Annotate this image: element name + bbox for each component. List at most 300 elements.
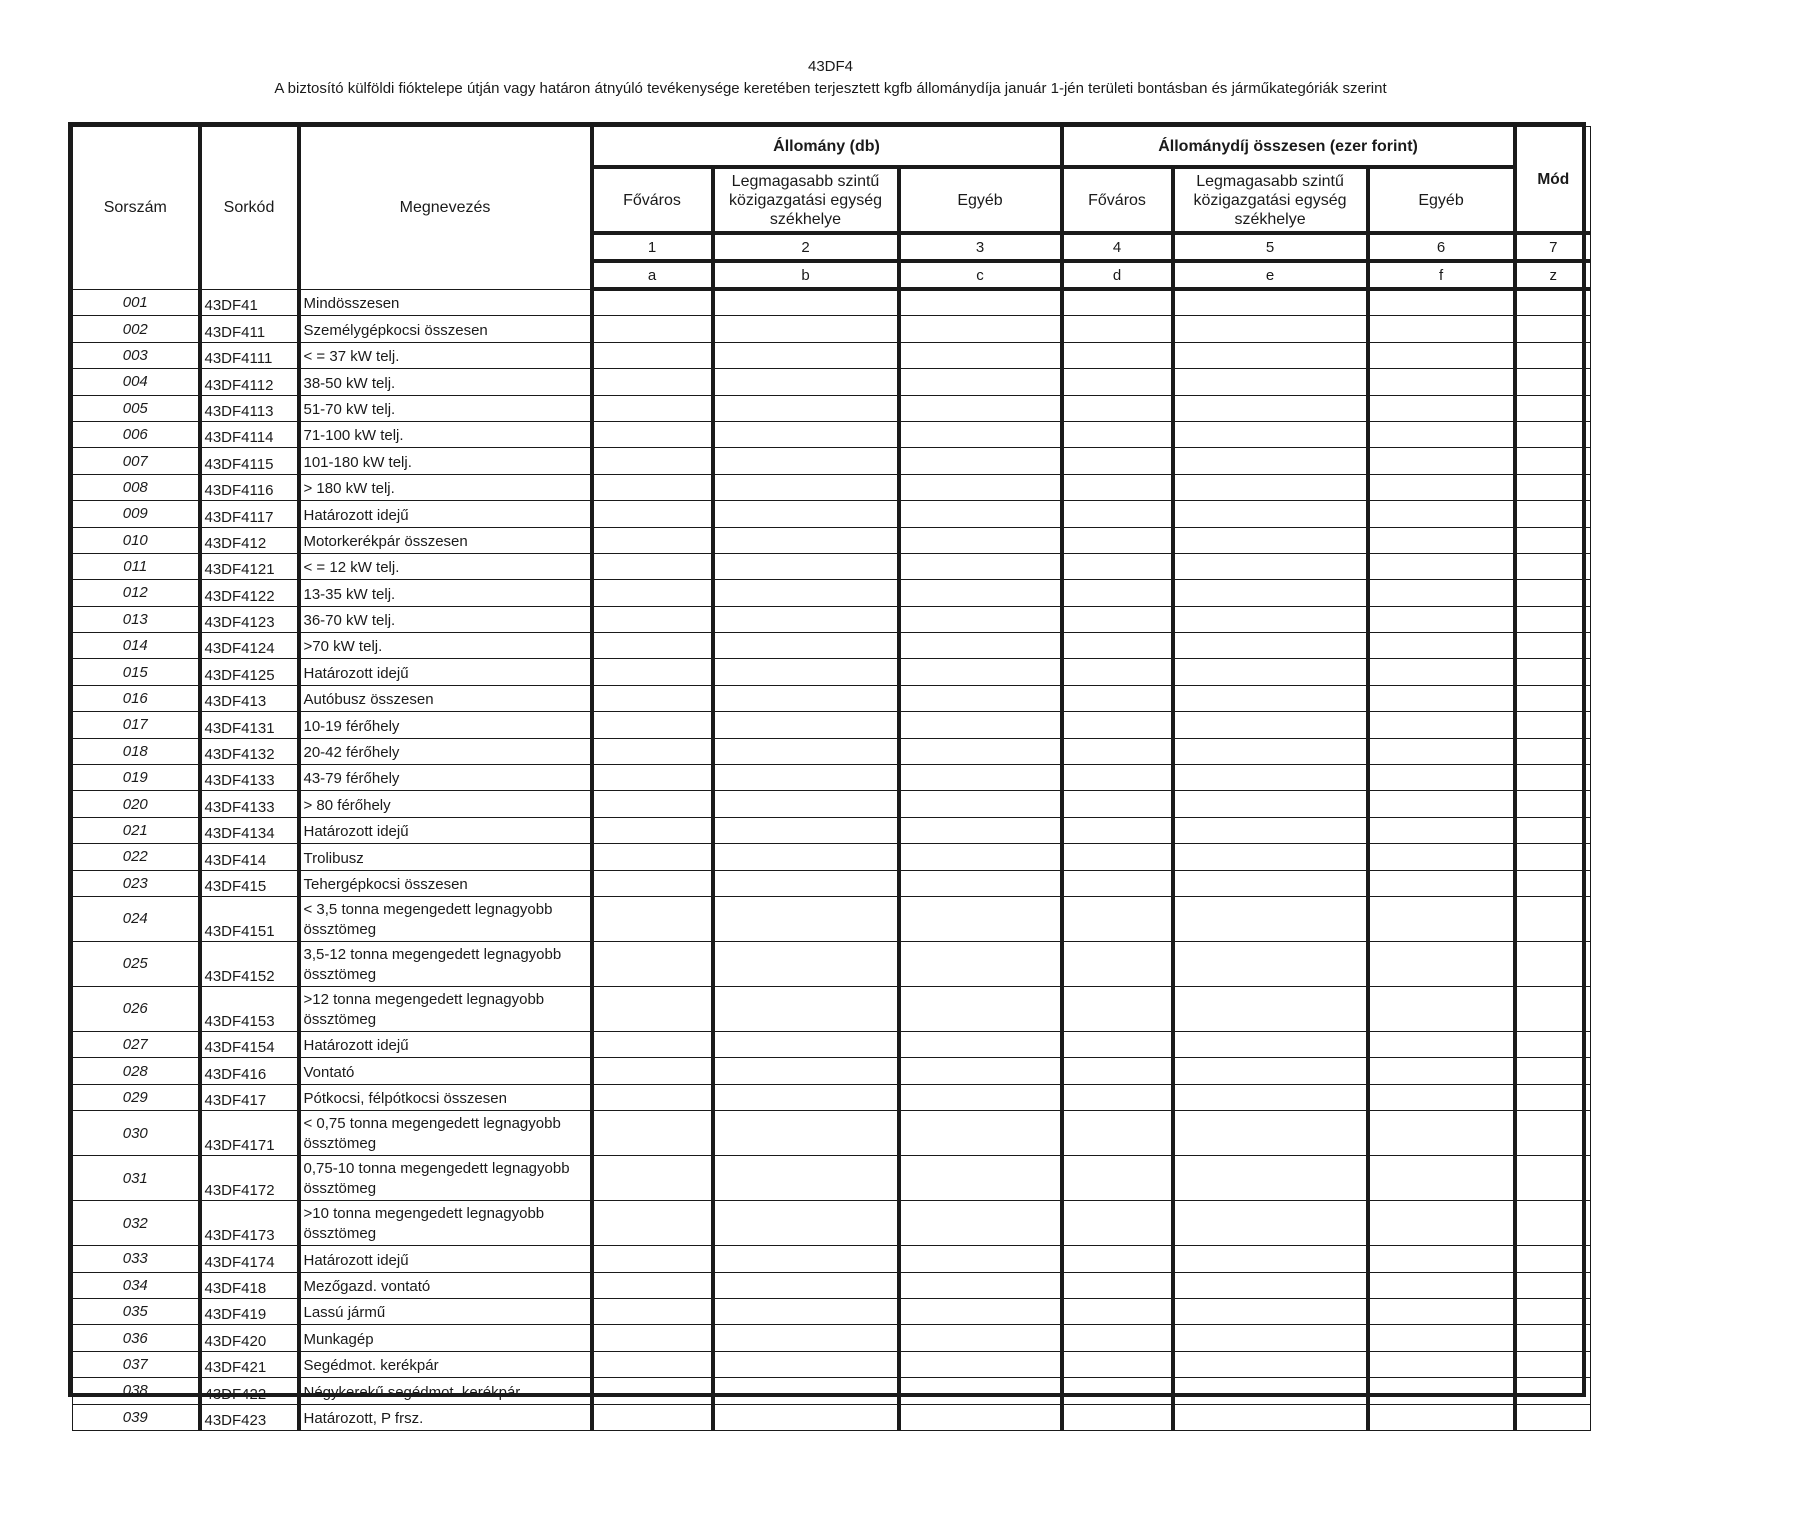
input-cell-mod[interactable] — [1515, 1111, 1591, 1156]
input-cell-fovaros-2[interactable] — [1062, 1084, 1173, 1110]
input-cell-fovaros-1[interactable] — [592, 844, 713, 870]
input-cell-mod[interactable] — [1515, 1058, 1591, 1084]
row-sorkod: 43DF4122 — [200, 580, 299, 606]
input-cell-fovaros-2[interactable] — [1062, 1031, 1173, 1057]
input-cell-egyeb-1[interactable] — [899, 289, 1062, 316]
input-cell-fovaros-2[interactable] — [1062, 527, 1173, 553]
row-sorszam: 027 — [73, 1031, 200, 1057]
row-sorkod: 43DF4124 — [200, 633, 299, 659]
input-cell-fovaros-1[interactable] — [592, 870, 713, 896]
input-cell-egyeb-2[interactable] — [1368, 941, 1515, 986]
input-cell-egyeb-2[interactable] — [1368, 986, 1515, 1031]
input-cell-egyeb-2[interactable] — [1368, 553, 1515, 579]
input-cell-egyeb-2[interactable] — [1368, 738, 1515, 764]
input-cell-legmagasabb-2[interactable] — [1173, 791, 1368, 817]
input-cell-legmagasabb-2[interactable] — [1173, 395, 1368, 421]
input-cell-fovaros-1[interactable] — [592, 791, 713, 817]
input-cell-legmagasabb-1[interactable] — [713, 342, 899, 368]
input-cell-legmagasabb-1[interactable] — [713, 1201, 899, 1246]
input-cell-fovaros-2[interactable] — [1062, 1246, 1173, 1272]
input-cell-fovaros-2[interactable] — [1062, 659, 1173, 685]
input-cell-mod[interactable] — [1515, 527, 1591, 553]
row-sorkod: 43DF4123 — [200, 606, 299, 632]
input-cell-egyeb-2[interactable] — [1368, 712, 1515, 738]
input-cell-fovaros-1[interactable] — [592, 1156, 713, 1201]
input-cell-fovaros-2[interactable] — [1062, 342, 1173, 368]
input-cell-egyeb-1[interactable] — [899, 941, 1062, 986]
input-cell-egyeb-1[interactable] — [899, 633, 1062, 659]
input-cell-legmagasabb-2[interactable] — [1173, 844, 1368, 870]
input-cell-legmagasabb-2[interactable] — [1173, 1084, 1368, 1110]
input-cell-legmagasabb-1[interactable] — [713, 474, 899, 500]
input-cell-fovaros-2[interactable] — [1062, 1351, 1173, 1377]
input-cell-egyeb-1[interactable] — [899, 870, 1062, 896]
input-cell-mod[interactable] — [1515, 817, 1591, 843]
input-cell-mod[interactable] — [1515, 712, 1591, 738]
input-cell-egyeb-1[interactable] — [899, 1378, 1062, 1404]
input-cell-legmagasabb-1[interactable] — [713, 685, 899, 711]
input-cell-legmagasabb-2[interactable] — [1173, 1058, 1368, 1084]
input-cell-legmagasabb-2[interactable] — [1173, 1156, 1368, 1201]
input-cell-mod[interactable] — [1515, 580, 1591, 606]
table-row — [73, 1246, 1591, 1272]
input-cell-fovaros-1[interactable] — [592, 448, 713, 474]
input-cell-egyeb-1[interactable] — [899, 1298, 1062, 1324]
input-cell-egyeb-1[interactable] — [899, 1201, 1062, 1246]
input-cell-fovaros-1[interactable] — [592, 553, 713, 579]
input-cell-legmagasabb-1[interactable] — [713, 289, 899, 316]
input-cell-legmagasabb-1[interactable] — [713, 791, 899, 817]
row-sorkod: 43DF422 — [200, 1378, 299, 1404]
input-cell-egyeb-1[interactable] — [899, 1156, 1062, 1201]
input-cell-legmagasabb-2[interactable] — [1173, 685, 1368, 711]
input-cell-fovaros-1[interactable] — [592, 1031, 713, 1057]
input-cell-egyeb-1[interactable] — [899, 1351, 1062, 1377]
row-megnevezes: Határozott idejű — [299, 501, 592, 527]
input-cell-egyeb-1[interactable] — [899, 1272, 1062, 1298]
input-cell-fovaros-2[interactable] — [1062, 448, 1173, 474]
input-cell-fovaros-2[interactable] — [1062, 633, 1173, 659]
input-cell-legmagasabb-1[interactable] — [713, 1325, 899, 1351]
input-cell-legmagasabb-1[interactable] — [713, 316, 899, 342]
row-sorkod: 43DF4172 — [200, 1156, 299, 1201]
row-megnevezes: Határozott idejű — [299, 659, 592, 685]
input-cell-mod[interactable] — [1515, 1246, 1591, 1272]
input-cell-fovaros-2[interactable] — [1062, 1111, 1173, 1156]
input-cell-legmagasabb-2[interactable] — [1173, 606, 1368, 632]
input-cell-mod[interactable] — [1515, 1201, 1591, 1246]
input-cell-legmagasabb-2[interactable] — [1173, 1272, 1368, 1298]
input-cell-fovaros-1[interactable] — [592, 421, 713, 447]
input-cell-egyeb-2[interactable] — [1368, 765, 1515, 791]
input-cell-fovaros-1[interactable] — [592, 1404, 713, 1430]
input-cell-fovaros-2[interactable] — [1062, 606, 1173, 632]
input-cell-mod[interactable] — [1515, 1031, 1591, 1057]
row-sorkod: 43DF4152 — [200, 941, 299, 986]
row-megnevezes: Pótkocsi, félpótkocsi összesen — [299, 1084, 592, 1110]
input-cell-egyeb-1[interactable] — [899, 844, 1062, 870]
input-cell-egyeb-1[interactable] — [899, 448, 1062, 474]
input-cell-fovaros-2[interactable] — [1062, 870, 1173, 896]
input-cell-mod[interactable] — [1515, 870, 1591, 896]
input-cell-fovaros-2[interactable] — [1062, 1156, 1173, 1201]
row-sorkod: 43DF4154 — [200, 1031, 299, 1057]
input-cell-legmagasabb-2[interactable] — [1173, 421, 1368, 447]
input-cell-legmagasabb-1[interactable] — [713, 580, 899, 606]
input-cell-fovaros-1[interactable] — [592, 316, 713, 342]
input-cell-mod[interactable] — [1515, 342, 1591, 368]
input-cell-egyeb-1[interactable] — [899, 1084, 1062, 1110]
input-cell-egyeb-2[interactable] — [1368, 1404, 1515, 1430]
input-cell-mod[interactable] — [1515, 289, 1591, 316]
input-cell-legmagasabb-1[interactable] — [713, 1031, 899, 1057]
input-cell-mod[interactable] — [1515, 1325, 1591, 1351]
input-cell-legmagasabb-1[interactable] — [713, 501, 899, 527]
input-cell-fovaros-1[interactable] — [592, 606, 713, 632]
input-cell-egyeb-1[interactable] — [899, 553, 1062, 579]
input-cell-fovaros-1[interactable] — [592, 1084, 713, 1110]
table-header — [73, 127, 1591, 290]
input-cell-fovaros-1[interactable] — [592, 501, 713, 527]
input-cell-fovaros-1[interactable] — [592, 1272, 713, 1298]
input-cell-egyeb-2[interactable] — [1368, 1325, 1515, 1351]
input-cell-fovaros-2[interactable] — [1062, 791, 1173, 817]
input-cell-egyeb-2[interactable] — [1368, 1111, 1515, 1156]
input-cell-mod[interactable] — [1515, 1404, 1591, 1430]
input-cell-fovaros-1[interactable] — [592, 1111, 713, 1156]
table-row — [73, 817, 1591, 843]
input-cell-legmagasabb-2[interactable] — [1173, 659, 1368, 685]
input-cell-egyeb-1[interactable] — [899, 606, 1062, 632]
input-cell-egyeb-1[interactable] — [899, 421, 1062, 447]
row-sorkod: 43DF418 — [200, 1272, 299, 1298]
row-megnevezes: >70 kW telj. — [299, 633, 592, 659]
input-cell-legmagasabb-2[interactable] — [1173, 316, 1368, 342]
input-cell-legmagasabb-2[interactable] — [1173, 1031, 1368, 1057]
input-cell-egyeb-1[interactable] — [899, 791, 1062, 817]
input-cell-egyeb-2[interactable] — [1368, 870, 1515, 896]
input-cell-fovaros-1[interactable] — [592, 369, 713, 395]
input-cell-legmagasabb-2[interactable] — [1173, 342, 1368, 368]
input-cell-mod[interactable] — [1515, 844, 1591, 870]
input-cell-fovaros-2[interactable] — [1062, 1325, 1173, 1351]
input-cell-legmagasabb-1[interactable] — [713, 553, 899, 579]
input-cell-legmagasabb-2[interactable] — [1173, 474, 1368, 500]
input-cell-legmagasabb-2[interactable] — [1173, 501, 1368, 527]
input-cell-legmagasabb-1[interactable] — [713, 712, 899, 738]
row-sorkod: 43DF4174 — [200, 1246, 299, 1272]
input-cell-mod[interactable] — [1515, 553, 1591, 579]
input-cell-legmagasabb-2[interactable] — [1173, 369, 1368, 395]
input-cell-fovaros-1[interactable] — [592, 1201, 713, 1246]
input-cell-legmagasabb-1[interactable] — [713, 421, 899, 447]
input-cell-mod[interactable] — [1515, 1084, 1591, 1110]
row-sorszam: 011 — [73, 553, 200, 579]
input-cell-legmagasabb-1[interactable] — [713, 1111, 899, 1156]
input-cell-mod[interactable] — [1515, 659, 1591, 685]
input-cell-egyeb-2[interactable] — [1368, 501, 1515, 527]
input-cell-legmagasabb-1[interactable] — [713, 606, 899, 632]
input-cell-egyeb-2[interactable] — [1368, 1084, 1515, 1110]
input-cell-egyeb-1[interactable] — [899, 712, 1062, 738]
input-cell-fovaros-2[interactable] — [1062, 896, 1173, 941]
input-cell-legmagasabb-2[interactable] — [1173, 817, 1368, 843]
input-cell-egyeb-2[interactable] — [1368, 1272, 1515, 1298]
input-cell-legmagasabb-1[interactable] — [713, 1058, 899, 1084]
row-sorkod: 43DF41 — [200, 289, 299, 316]
input-cell-fovaros-2[interactable] — [1062, 289, 1173, 316]
input-cell-fovaros-1[interactable] — [592, 738, 713, 764]
row-megnevezes: < = 12 kW telj. — [299, 553, 592, 579]
input-cell-mod[interactable] — [1515, 316, 1591, 342]
input-cell-fovaros-2[interactable] — [1062, 316, 1173, 342]
input-cell-egyeb-2[interactable] — [1368, 1246, 1515, 1272]
input-cell-egyeb-2[interactable] — [1368, 896, 1515, 941]
input-cell-fovaros-1[interactable] — [592, 342, 713, 368]
input-cell-egyeb-2[interactable] — [1368, 817, 1515, 843]
input-cell-legmagasabb-1[interactable] — [713, 369, 899, 395]
input-cell-egyeb-2[interactable] — [1368, 1156, 1515, 1201]
input-cell-egyeb-1[interactable] — [899, 738, 1062, 764]
input-cell-egyeb-1[interactable] — [899, 1111, 1062, 1156]
input-cell-fovaros-2[interactable] — [1062, 395, 1173, 421]
input-cell-egyeb-1[interactable] — [899, 765, 1062, 791]
input-cell-fovaros-1[interactable] — [592, 1378, 713, 1404]
input-cell-legmagasabb-2[interactable] — [1173, 580, 1368, 606]
input-cell-egyeb-1[interactable] — [899, 580, 1062, 606]
header-egyeb-2: Egyéb — [1368, 167, 1515, 233]
input-cell-fovaros-1[interactable] — [592, 685, 713, 711]
input-cell-legmagasabb-1[interactable] — [713, 1246, 899, 1272]
input-cell-egyeb-2[interactable] — [1368, 395, 1515, 421]
input-cell-egyeb-1[interactable] — [899, 1404, 1062, 1430]
input-cell-mod[interactable] — [1515, 791, 1591, 817]
input-cell-legmagasabb-1[interactable] — [713, 817, 899, 843]
input-cell-egyeb-1[interactable] — [899, 342, 1062, 368]
input-cell-legmagasabb-1[interactable] — [713, 896, 899, 941]
input-cell-mod[interactable] — [1515, 986, 1591, 1031]
input-cell-mod[interactable] — [1515, 448, 1591, 474]
input-cell-fovaros-1[interactable] — [592, 1351, 713, 1377]
input-cell-mod[interactable] — [1515, 633, 1591, 659]
input-cell-legmagasabb-1[interactable] — [713, 395, 899, 421]
input-cell-fovaros-1[interactable] — [592, 659, 713, 685]
input-cell-egyeb-2[interactable] — [1368, 342, 1515, 368]
input-cell-mod[interactable] — [1515, 896, 1591, 941]
input-cell-egyeb-2[interactable] — [1368, 1378, 1515, 1404]
table-row — [73, 941, 1591, 986]
input-cell-fovaros-2[interactable] — [1062, 1404, 1173, 1430]
input-cell-fovaros-2[interactable] — [1062, 474, 1173, 500]
input-cell-legmagasabb-2[interactable] — [1173, 553, 1368, 579]
input-cell-egyeb-2[interactable] — [1368, 1298, 1515, 1324]
input-cell-egyeb-1[interactable] — [899, 986, 1062, 1031]
input-cell-fovaros-1[interactable] — [592, 986, 713, 1031]
input-cell-egyeb-2[interactable] — [1368, 474, 1515, 500]
input-cell-legmagasabb-2[interactable] — [1173, 1298, 1368, 1324]
input-cell-legmagasabb-2[interactable] — [1173, 765, 1368, 791]
input-cell-legmagasabb-2[interactable] — [1173, 1325, 1368, 1351]
input-cell-fovaros-1[interactable] — [592, 896, 713, 941]
input-cell-egyeb-2[interactable] — [1368, 1031, 1515, 1057]
input-cell-legmagasabb-2[interactable] — [1173, 1246, 1368, 1272]
input-cell-legmagasabb-2[interactable] — [1173, 712, 1368, 738]
input-cell-mod[interactable] — [1515, 606, 1591, 632]
input-cell-legmagasabb-1[interactable] — [713, 448, 899, 474]
input-cell-fovaros-2[interactable] — [1062, 712, 1173, 738]
input-cell-egyeb-1[interactable] — [899, 369, 1062, 395]
input-cell-legmagasabb-2[interactable] — [1173, 870, 1368, 896]
input-cell-fovaros-1[interactable] — [592, 395, 713, 421]
input-cell-egyeb-2[interactable] — [1368, 1201, 1515, 1246]
input-cell-legmagasabb-1[interactable] — [713, 1404, 899, 1430]
input-cell-egyeb-2[interactable] — [1368, 1058, 1515, 1084]
input-cell-legmagasabb-2[interactable] — [1173, 941, 1368, 986]
row-sorkod: 43DF4171 — [200, 1111, 299, 1156]
input-cell-egyeb-1[interactable] — [899, 316, 1062, 342]
input-cell-egyeb-1[interactable] — [899, 474, 1062, 500]
input-cell-fovaros-2[interactable] — [1062, 765, 1173, 791]
input-cell-egyeb-2[interactable] — [1368, 606, 1515, 632]
input-cell-egyeb-1[interactable] — [899, 659, 1062, 685]
input-cell-egyeb-1[interactable] — [899, 896, 1062, 941]
input-cell-egyeb-1[interactable] — [899, 1325, 1062, 1351]
input-cell-fovaros-2[interactable] — [1062, 1201, 1173, 1246]
input-cell-fovaros-2[interactable] — [1062, 501, 1173, 527]
row-sorkod: 43DF4151 — [200, 896, 299, 941]
input-cell-fovaros-2[interactable] — [1062, 369, 1173, 395]
input-cell-egyeb-2[interactable] — [1368, 659, 1515, 685]
input-cell-egyeb-1[interactable] — [899, 685, 1062, 711]
input-cell-legmagasabb-1[interactable] — [713, 1272, 899, 1298]
input-cell-mod[interactable] — [1515, 1378, 1591, 1404]
input-cell-legmagasabb-2[interactable] — [1173, 289, 1368, 316]
input-cell-legmagasabb-1[interactable] — [713, 738, 899, 764]
input-cell-fovaros-2[interactable] — [1062, 986, 1173, 1031]
input-cell-legmagasabb-1[interactable] — [713, 1084, 899, 1110]
input-cell-fovaros-1[interactable] — [592, 941, 713, 986]
input-cell-legmagasabb-2[interactable] — [1173, 986, 1368, 1031]
input-cell-egyeb-2[interactable] — [1368, 633, 1515, 659]
input-cell-mod[interactable] — [1515, 738, 1591, 764]
input-cell-egyeb-2[interactable] — [1368, 580, 1515, 606]
input-cell-egyeb-2[interactable] — [1368, 448, 1515, 474]
input-cell-egyeb-1[interactable] — [899, 1058, 1062, 1084]
input-cell-mod[interactable] — [1515, 474, 1591, 500]
input-cell-mod[interactable] — [1515, 1272, 1591, 1298]
input-cell-mod[interactable] — [1515, 1298, 1591, 1324]
input-cell-legmagasabb-1[interactable] — [713, 765, 899, 791]
input-cell-legmagasabb-1[interactable] — [713, 844, 899, 870]
input-cell-fovaros-2[interactable] — [1062, 1272, 1173, 1298]
input-cell-legmagasabb-1[interactable] — [713, 1298, 899, 1324]
form-code: 43DF4 — [807, 58, 854, 75]
input-cell-mod[interactable] — [1515, 421, 1591, 447]
input-cell-egyeb-2[interactable] — [1368, 289, 1515, 316]
input-cell-legmagasabb-1[interactable] — [713, 1378, 899, 1404]
input-cell-mod[interactable] — [1515, 765, 1591, 791]
input-cell-fovaros-1[interactable] — [592, 289, 713, 316]
input-cell-mod[interactable] — [1515, 501, 1591, 527]
input-cell-fovaros-1[interactable] — [592, 633, 713, 659]
input-cell-fovaros-2[interactable] — [1062, 1058, 1173, 1084]
input-cell-mod[interactable] — [1515, 685, 1591, 711]
input-cell-egyeb-2[interactable] — [1368, 1351, 1515, 1377]
input-cell-legmagasabb-2[interactable] — [1173, 1201, 1368, 1246]
input-cell-legmagasabb-2[interactable] — [1173, 1404, 1368, 1430]
input-cell-legmagasabb-1[interactable] — [713, 633, 899, 659]
input-cell-egyeb-2[interactable] — [1368, 527, 1515, 553]
input-cell-fovaros-1[interactable] — [592, 817, 713, 843]
input-cell-legmagasabb-2[interactable] — [1173, 896, 1368, 941]
input-cell-legmagasabb-2[interactable] — [1173, 633, 1368, 659]
input-cell-fovaros-1[interactable] — [592, 1325, 713, 1351]
input-cell-egyeb-1[interactable] — [899, 501, 1062, 527]
input-cell-fovaros-2[interactable] — [1062, 738, 1173, 764]
input-cell-egyeb-2[interactable] — [1368, 421, 1515, 447]
input-cell-fovaros-2[interactable] — [1062, 580, 1173, 606]
input-cell-egyeb-1[interactable] — [899, 527, 1062, 553]
input-cell-legmagasabb-1[interactable] — [713, 1351, 899, 1377]
input-cell-egyeb-2[interactable] — [1368, 844, 1515, 870]
input-cell-egyeb-2[interactable] — [1368, 316, 1515, 342]
input-cell-mod[interactable] — [1515, 941, 1591, 986]
input-cell-legmagasabb-2[interactable] — [1173, 1378, 1368, 1404]
input-cell-mod[interactable] — [1515, 1156, 1591, 1201]
input-cell-mod[interactable] — [1515, 395, 1591, 421]
input-cell-legmagasabb-1[interactable] — [713, 941, 899, 986]
input-cell-legmagasabb-2[interactable] — [1173, 527, 1368, 553]
input-cell-fovaros-2[interactable] — [1062, 941, 1173, 986]
input-cell-fovaros-2[interactable] — [1062, 844, 1173, 870]
input-cell-legmagasabb-1[interactable] — [713, 659, 899, 685]
input-cell-egyeb-2[interactable] — [1368, 791, 1515, 817]
input-cell-fovaros-2[interactable] — [1062, 421, 1173, 447]
input-cell-fovaros-1[interactable] — [592, 580, 713, 606]
input-cell-fovaros-1[interactable] — [592, 527, 713, 553]
input-cell-fovaros-1[interactable] — [592, 1246, 713, 1272]
input-cell-egyeb-1[interactable] — [899, 1246, 1062, 1272]
input-cell-fovaros-2[interactable] — [1062, 553, 1173, 579]
input-cell-egyeb-1[interactable] — [899, 1031, 1062, 1057]
input-cell-fovaros-1[interactable] — [592, 765, 713, 791]
input-cell-fovaros-2[interactable] — [1062, 1378, 1173, 1404]
input-cell-legmagasabb-2[interactable] — [1173, 1111, 1368, 1156]
input-cell-fovaros-1[interactable] — [592, 1298, 713, 1324]
input-cell-legmagasabb-1[interactable] — [713, 527, 899, 553]
row-sorszam: 004 — [73, 369, 200, 395]
input-cell-fovaros-1[interactable] — [592, 712, 713, 738]
input-cell-mod[interactable] — [1515, 369, 1591, 395]
input-cell-legmagasabb-2[interactable] — [1173, 448, 1368, 474]
table-row — [73, 1031, 1591, 1057]
input-cell-egyeb-1[interactable] — [899, 817, 1062, 843]
input-cell-fovaros-2[interactable] — [1062, 1298, 1173, 1324]
input-cell-egyeb-1[interactable] — [899, 395, 1062, 421]
input-cell-egyeb-2[interactable] — [1368, 685, 1515, 711]
input-cell-legmagasabb-1[interactable] — [713, 1156, 899, 1201]
input-cell-egyeb-2[interactable] — [1368, 369, 1515, 395]
input-cell-legmagasabb-2[interactable] — [1173, 738, 1368, 764]
input-cell-legmagasabb-1[interactable] — [713, 870, 899, 896]
input-cell-fovaros-1[interactable] — [592, 474, 713, 500]
input-cell-mod[interactable] — [1515, 1351, 1591, 1377]
input-cell-fovaros-2[interactable] — [1062, 685, 1173, 711]
input-cell-legmagasabb-2[interactable] — [1173, 1351, 1368, 1377]
input-cell-legmagasabb-1[interactable] — [713, 986, 899, 1031]
input-cell-fovaros-1[interactable] — [592, 1058, 713, 1084]
input-cell-fovaros-2[interactable] — [1062, 817, 1173, 843]
